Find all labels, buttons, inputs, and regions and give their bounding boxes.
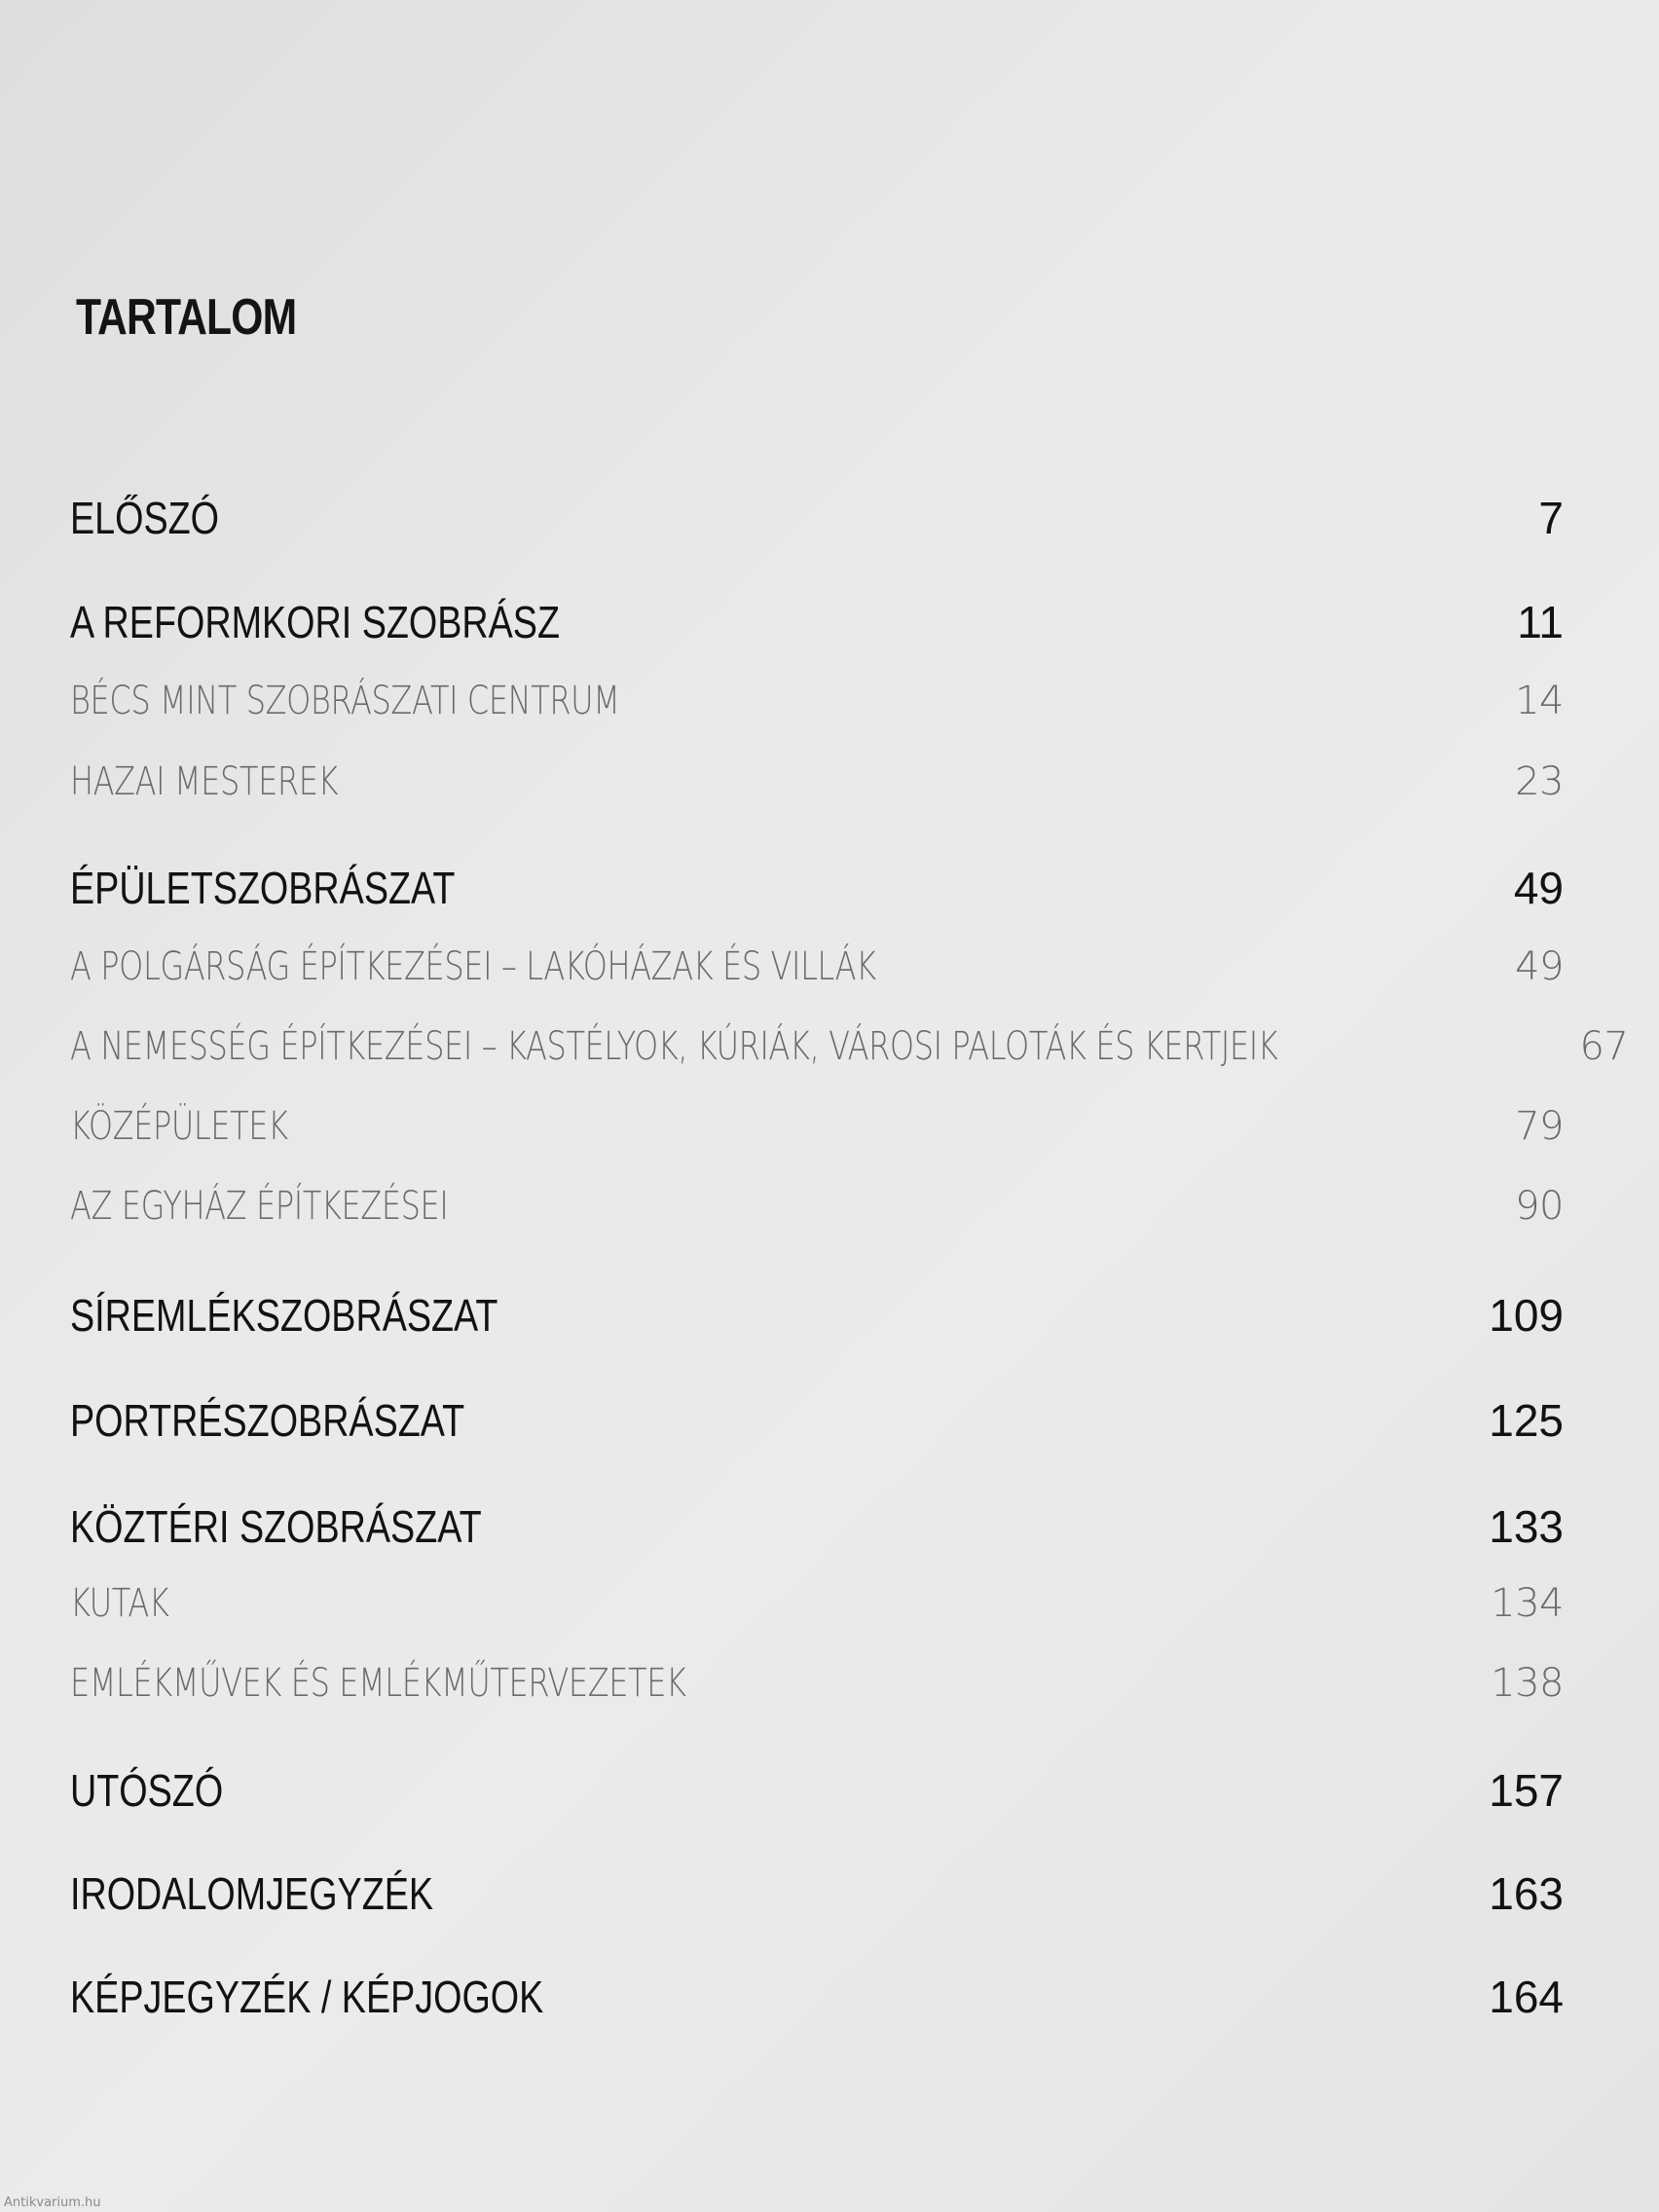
toc-entry-siremlekszobraszat[interactable] [70,1289,1564,1342]
toc-entry-label: ÉPÜLETSZOBRÁSZAT [70,863,456,913]
toc-entry-label: ELŐSZÓ [70,493,220,543]
toc-page-number: 125 [1489,1395,1564,1446]
watermark: Antikvarium.hu [4,2195,101,2210]
toc-subentry-label: EMLÉKMŰVEK ÉS EMLÉKMŰTERVEZETEK [70,1661,686,1706]
toc-subentry-becs[interactable] [70,679,1564,723]
toc-entry-label: KÖZTÉRI SZOBRÁSZAT [70,1501,482,1552]
toc-page-number: 11 [1517,597,1564,647]
toc-page-number: 7 [1538,493,1564,543]
toc-subentry-nemesseg[interactable] [70,1024,1629,1069]
toc-entry-label: PORTRÉSZOBRÁSZAT [70,1395,465,1446]
toc-entry-portreszobraszat[interactable] [70,1394,1564,1447]
toc-subentry-emlekmuvek[interactable] [70,1661,1564,1706]
toc-page-number: 67 [1579,1024,1629,1069]
toc-subentry-kutak[interactable] [70,1581,1564,1626]
toc-subentry-egyhaz[interactable] [70,1184,1564,1229]
toc-entry-kepjegyzek[interactable] [70,1971,1564,2023]
toc-entry-label: IRODALOMJEGYZÉK [70,1868,434,1919]
toc-page-number: 133 [1489,1501,1564,1552]
toc-page-number: 14 [1515,679,1564,723]
toc-entry-label: KÉPJEGYZÉK / KÉPJOGOK [70,1972,544,2022]
toc-subentry-label: A POLGÁRSÁG ÉPÍTKEZÉSEI – LAKÓHÁZAK ÉS VILLÁK [70,944,876,989]
toc-subentry-kozepuletek[interactable] [70,1104,1564,1149]
page-title: TARTALOM [76,289,297,346]
toc-entry-kozteri-szobraszat[interactable] [70,1500,1564,1553]
toc-subentry-label: AZ EGYHÁZ ÉPÍTKEZÉSEI [70,1184,449,1229]
toc-entry-irodalomjegyzek[interactable] [70,1867,1564,1920]
toc-page-number: 90 [1515,1184,1564,1229]
toc-page-number: 49 [1515,944,1564,989]
toc-entry-reformkori-szobrasz[interactable] [70,596,1564,648]
toc-subentry-label: HAZAI MESTEREK [70,759,339,804]
toc-page-number: 163 [1489,1868,1564,1919]
toc-page-number: 138 [1491,1661,1564,1706]
toc-entry-label: A REFORMKORI SZOBRÁSZ [70,597,561,647]
toc-page-number: 157 [1489,1765,1564,1816]
toc-page-number: 134 [1491,1581,1564,1626]
toc-subentry-polgarsag[interactable] [70,944,1564,989]
toc-page-number: 23 [1515,759,1564,804]
toc-subentry-label: A NEMESSÉG ÉPÍTKEZÉSEI – KASTÉLYOK, KÚRIÁK, VÁROSI PALOTÁK ÉS KERTJEIK [70,1024,1278,1069]
toc-entry-utoszo[interactable] [70,1764,1564,1817]
toc-subentry-label: BÉCS MINT SZOBRÁSZATI CENTRUM [70,679,620,723]
toc-entry-eloszo[interactable] [70,492,1564,544]
toc-subentry-label: KUTAK [70,1581,169,1626]
toc-entry-label: SÍREMLÉKSZOBRÁSZAT [70,1290,498,1341]
toc-entry-label: UTÓSZÓ [70,1765,224,1816]
toc-page-number: 79 [1515,1104,1564,1149]
toc-page-number: 164 [1489,1972,1564,2022]
toc-subentry-label: KÖZÉPÜLETEK [70,1104,288,1149]
toc-entry-epuletszobraszat[interactable] [70,862,1564,914]
toc-page-number: 109 [1489,1290,1564,1341]
toc-page-number: 49 [1513,863,1564,913]
toc-subentry-hazai-mesterek[interactable] [70,759,1564,804]
